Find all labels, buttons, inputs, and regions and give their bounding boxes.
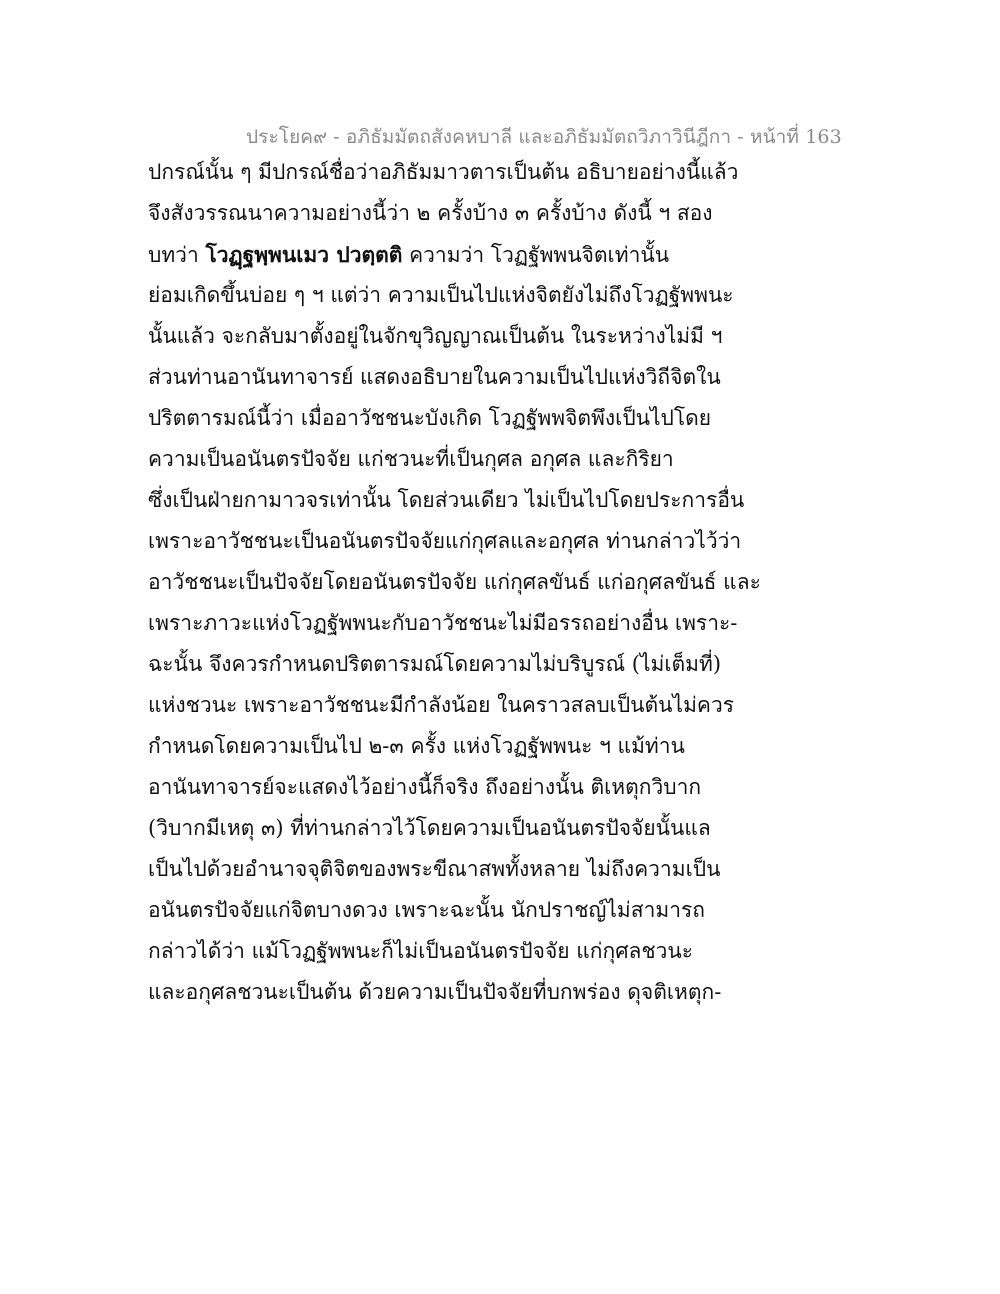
text-line: เป็นไปด้วยอำนาจจุติจิตของพระขีณาสพทั้งหลาย ไม่ถึงความเป็น (148, 857, 721, 881)
text-line: แห่งชวนะ เพราะอาวัชชนะมีกำลังน้อย ในคราวสลบเป็นต้นไม่ควร (148, 693, 735, 717)
text-line: กล่าวได้ว่า แม้โวฏฐัพพนะก็ไม่เป็นอนันตรปัจจัย แก่กุศลชวนะ (148, 939, 694, 963)
text-line: นั้นแล้ว จะกลับมาตั้งอยู่ในจักขุวิญญาณเป็นต้น ในระหว่างไม่มี ฯ (148, 324, 723, 348)
text-line: อานันทาจารย์จะแสดงไว้อย่างนี้ก็จริง ถึงอย่างนั้น ติเหตุกวิบาก (148, 775, 702, 799)
bold-term: โวฏฺฐพฺพนเมว ปวตฺตติ (205, 242, 403, 267)
text-line (148, 234, 868, 275)
text-segment: ความว่า โวฏฐัพพนจิตเท่านั้น (402, 243, 670, 267)
text-line: กำหนดโดยความเป็นไป ๒-๓ ครั้ง แห่งโวฏฐัพพนะ ฯ แม้ท่าน (148, 734, 685, 758)
body-text (148, 152, 868, 1013)
text-line: เพราะอาวัชชนะเป็นอนันตรปัจจัยแก่กุศลและอกุศล ท่านกล่าวไว้ว่า (148, 529, 742, 553)
text-line: อนันตรปัจจัยแก่จิตบางดวง เพราะฉะนั้น นักปราชญ์ไม่สามารถ (148, 898, 706, 922)
text-segment: บทว่า (148, 243, 206, 267)
text-line: ส่วนท่านอานันทาจารย์ แสดงอธิบายในความเป็นไปแห่งวิถีจิตใน (148, 365, 721, 389)
text-line: ฉะนั้น จึงควรกำหนดปริตตารมณ์โดยความไม่บริบูรณ์ (ไม่เต็มที่) (148, 652, 722, 676)
text-line: ปริตตารมณ์นี้ว่า เมื่ออาวัชชนะบังเกิด โวฏฐัพพจิตพึงเป็นไปโดย (148, 406, 712, 430)
text-line: อาวัชชนะเป็นปัจจัยโดยอนันตรปัจจัย แก่กุศลขันธ์ แก่อกุศลขันธ์ และ (148, 570, 761, 594)
text-line: ความเป็นอนันตรปัจจัย แก่ชวนะที่เป็นกุศล อกุศล และกิริยา (148, 447, 674, 471)
text-line: ซึ่งเป็นฝ่ายกามาวจรเท่านั้น โดยส่วนเดียว ไม่เป็นไปโดยประการอื่น (148, 488, 745, 512)
text-line: ย่อมเกิดขึ้นบ่อย ๆ ฯ แต่ว่า ความเป็นไปแห่งจิตยังไม่ถึงโวฏฐัพพนะ (148, 283, 734, 307)
text-line: ปกรณ์นั้น ๆ มีปกรณ์ชื่อว่าอภิธัมมาวตารเป็นต้น อธิบายอย่างนี้แล้ว (148, 160, 739, 184)
page-header: ประโยค๙ - อภิธัมมัตถสังคหบาลี และอภิธัมมัตถวิภาวินีฎีกา - หน้าที่ 163 (246, 126, 842, 148)
text-line: จึงสังวรรณนาความอย่างนี้ว่า ๒ ครั้งบ้าง ๓ ครั้งบ้าง ดังนี้ ฯ สอง (148, 201, 713, 225)
text-line: เพราะภาวะแห่งโวฏฐัพพนะกับอาวัชชนะไม่มีอรรถอย่างอื่น เพราะ- (148, 611, 738, 635)
text-line: (วิบากมีเหตุ ๓) ที่ท่านกล่าวไว้โดยความเป็นอนันตรปัจจัยนั้นแล (148, 816, 711, 840)
text-line: และอกุศลชวนะเป็นต้น ด้วยความเป็นปัจจัยที่บกพร่อง ดุจติเหตุก- (148, 980, 722, 1004)
